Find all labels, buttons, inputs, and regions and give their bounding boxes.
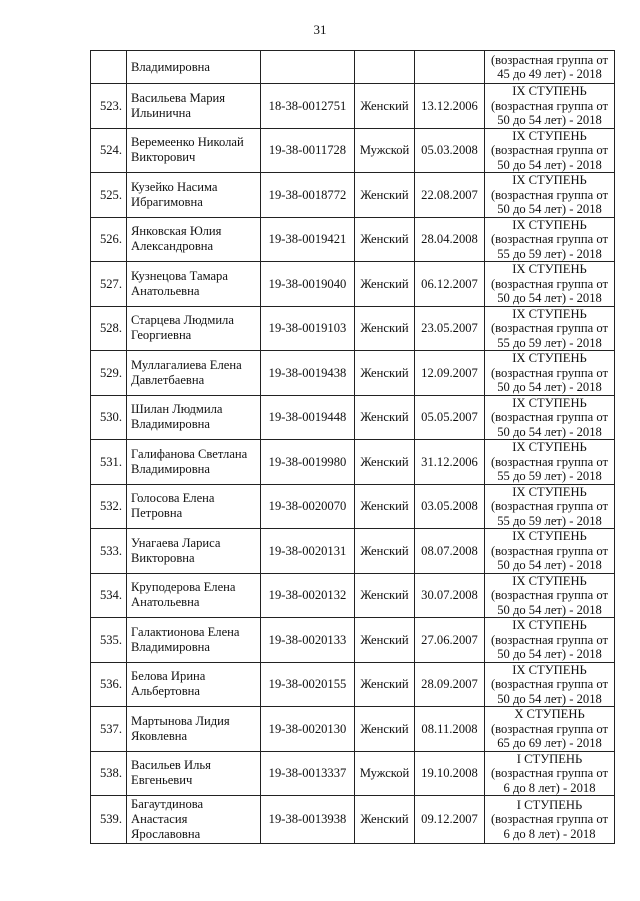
uin-cell: 19-38-0019103 [261, 306, 355, 351]
level-cell [485, 395, 615, 440]
sex-cell: Женский [355, 573, 415, 618]
cell-line: IX СТУПЕНЬ [512, 484, 587, 499]
cell-line: Владимировна [131, 417, 210, 432]
table-row [91, 395, 615, 440]
registry-table [90, 50, 615, 844]
row-number-cell: 538. [91, 751, 127, 796]
table-row [91, 440, 615, 485]
table-row [91, 173, 615, 218]
row-number-cell: 534. [91, 573, 127, 618]
level-cell [485, 51, 615, 84]
uin-cell: 19-38-0019980 [261, 440, 355, 485]
cell-line: 50 до 54 лет) - 2018 [497, 602, 602, 617]
cell-line: Васильева Мария [131, 90, 226, 105]
birth-date-cell: 05.03.2008 [415, 128, 485, 173]
cell-line: 50 до 54 лет) - 2018 [497, 647, 602, 661]
birth-date-cell: 09.12.2007 [415, 796, 485, 844]
full-name-cell [127, 217, 261, 262]
birth-date-cell: 23.05.2007 [415, 306, 485, 351]
cell-line: IX СТУПЕНЬ [512, 262, 587, 276]
sex-cell: Женский [355, 662, 415, 707]
cell-line: Мартынова Лидия [131, 713, 230, 728]
level-cell [485, 751, 615, 796]
cell-line: (возрастная группа от [490, 232, 609, 246]
full-name-cell [127, 662, 261, 707]
level-cell [485, 529, 615, 574]
row-number-cell: 537. [91, 707, 127, 752]
cell-line: 50 до 54 лет) - 2018 [497, 380, 602, 394]
birth-date-cell: 28.04.2008 [415, 217, 485, 262]
cell-line: Муллагалиева Елена [131, 357, 242, 372]
cell-line: 65 до 69 лет) - 2018 [497, 736, 602, 750]
sex-cell: Женский [355, 306, 415, 351]
cell-line: Анатольевна [131, 595, 200, 610]
cell-line: Кузейко Насима [131, 179, 218, 194]
full-name-cell [127, 51, 261, 84]
birth-date-cell: 28.09.2007 [415, 662, 485, 707]
full-name-cell [127, 306, 261, 351]
cell-line: Петровна [131, 506, 183, 521]
table-row [91, 128, 615, 173]
table-row [91, 84, 615, 129]
cell-line: 55 до 59 лет) - 2018 [497, 246, 602, 261]
sex-cell: Женский [355, 440, 415, 485]
level-cell [485, 351, 615, 396]
level-cell [485, 573, 615, 618]
page-number: 31 [313, 22, 327, 37]
cell-line: Анатольевна [131, 283, 200, 298]
cell-line: IX СТУПЕНЬ [512, 618, 587, 632]
cell-line: IX СТУПЕНЬ [512, 662, 587, 677]
table-row [91, 217, 615, 262]
cell-line: Белова Ирина [131, 669, 206, 684]
level-cell [485, 306, 615, 351]
cell-line: (возрастная группа от [490, 632, 609, 647]
cell-line: IX СТУПЕНЬ [512, 351, 587, 365]
cell-line: IX СТУПЕНЬ [512, 217, 587, 232]
birth-date-cell: 06.12.2007 [415, 262, 485, 307]
cell-line: IX СТУПЕНЬ [512, 395, 587, 410]
sex-cell: Женский [355, 84, 415, 129]
cell-line: 55 до 59 лет) - 2018 [497, 335, 602, 350]
sex-cell: Женский [355, 173, 415, 218]
cell-line: (возрастная группа от [490, 143, 609, 157]
cell-line: Владимировна [131, 59, 210, 74]
sex-cell: Мужской [355, 128, 415, 173]
row-number-cell: 539. [91, 796, 127, 844]
cell-line: Ильинична [131, 105, 192, 120]
uin-cell: 19-38-0013938 [261, 796, 355, 844]
table-row [91, 662, 615, 707]
cell-line: (возрастная группа от [490, 276, 609, 291]
cell-line: 6 до 8 лет) - 2018 [503, 826, 596, 841]
table-row [91, 351, 615, 396]
cell-line: 55 до 59 лет) - 2018 [497, 513, 602, 528]
row-number-cell: 523. [91, 84, 127, 129]
cell-line: (возрастная группа от [490, 454, 609, 469]
cell-line: Веремеенко Николай [131, 135, 244, 150]
full-name-cell [127, 351, 261, 396]
table-row [91, 796, 615, 844]
uin-cell: 18-38-0012751 [261, 84, 355, 129]
row-number-cell: 529. [91, 351, 127, 396]
row-number-cell: 528. [91, 306, 127, 351]
full-name-cell [127, 440, 261, 485]
cell-line: (возрастная группа от [490, 365, 609, 380]
table-row [91, 262, 615, 307]
cell-line: IX СТУПЕНЬ [512, 306, 587, 321]
cell-line: (возрастная группа от [490, 321, 609, 335]
table-row [91, 573, 615, 618]
cell-line: (возрастная группа от [490, 187, 609, 202]
cell-line: Старцева Людмила [131, 313, 234, 328]
cell-line: Кузнецова Тамара [131, 268, 228, 283]
full-name-cell [127, 618, 261, 663]
cell-line: (возрастная группа от [490, 410, 609, 424]
birth-date-cell: 05.05.2007 [415, 395, 485, 440]
cell-line: 55 до 59 лет) - 2018 [497, 469, 602, 483]
table-row [91, 484, 615, 529]
sex-cell: Женский [355, 262, 415, 307]
full-name-cell [127, 484, 261, 529]
uin-cell: 19-38-0011728 [261, 128, 355, 173]
full-name-cell [127, 84, 261, 129]
cell-line: Альбертовна [131, 684, 200, 699]
level-cell [485, 84, 615, 129]
full-name-cell [127, 529, 261, 574]
cell-line: 50 до 54 лет) - 2018 [497, 291, 602, 305]
birth-date-cell: 12.09.2007 [415, 351, 485, 396]
birth-date-cell: 31.12.2006 [415, 440, 485, 485]
cell-line: (возрастная группа от [490, 52, 609, 67]
cell-line: Шилан Людмила [131, 402, 223, 417]
cell-line: (возрастная группа от [490, 721, 609, 736]
table-row [91, 51, 615, 84]
cell-line: Давлетбаевна [131, 372, 205, 387]
table-row [91, 529, 615, 574]
full-name-cell [127, 573, 261, 618]
cell-line: 6 до 8 лет) - 2018 [503, 780, 596, 795]
row-number-cell: 531. [91, 440, 127, 485]
full-name-cell [127, 796, 261, 844]
cell-line: IX СТУПЕНЬ [512, 440, 587, 454]
uin-cell: 19-38-0020133 [261, 618, 355, 663]
cell-line: 50 до 54 лет) - 2018 [497, 157, 602, 172]
level-cell [485, 796, 615, 844]
row-number-cell: 530. [91, 395, 127, 440]
birth-date-cell: 22.08.2007 [415, 173, 485, 218]
sex-cell: Женский [355, 484, 415, 529]
cell-line: Галифанова Светлана [131, 446, 248, 461]
cell-line: (возрастная группа от [490, 677, 609, 691]
table-row [91, 618, 615, 663]
sex-cell: Женский [355, 529, 415, 574]
row-number-cell: 526. [91, 217, 127, 262]
cell-line: IX СТУПЕНЬ [512, 128, 587, 143]
uin-cell [261, 51, 355, 84]
level-cell [485, 173, 615, 218]
cell-line: 50 до 54 лет) - 2018 [497, 113, 602, 127]
row-number-cell [91, 51, 127, 84]
cell-line: Викторовна [131, 550, 195, 565]
level-cell [485, 128, 615, 173]
row-number-cell: 532. [91, 484, 127, 529]
cell-line: 50 до 54 лет) - 2018 [497, 202, 602, 216]
registry-body [91, 51, 615, 844]
uin-cell: 19-38-0019448 [261, 395, 355, 440]
uin-cell: 19-38-0020131 [261, 529, 355, 574]
cell-line: IX СТУПЕНЬ [512, 529, 587, 543]
birth-date-cell: 08.11.2008 [415, 707, 485, 752]
level-cell [485, 618, 615, 663]
sex-cell: Женский [355, 395, 415, 440]
full-name-cell [127, 751, 261, 796]
level-cell [485, 484, 615, 529]
cell-line: Багаутдинова [131, 797, 204, 811]
cell-line: Унагаева Лариса [131, 535, 221, 550]
row-number-cell: 525. [91, 173, 127, 218]
cell-line: Ибрагимовна [131, 194, 203, 209]
uin-cell: 19-38-0019438 [261, 351, 355, 396]
uin-cell: 19-38-0020155 [261, 662, 355, 707]
full-name-cell [127, 395, 261, 440]
cell-line: IX СТУПЕНЬ [512, 573, 587, 588]
cell-line: I СТУПЕНЬ [516, 797, 583, 812]
uin-cell: 19-38-0020130 [261, 707, 355, 752]
cell-line: Владимировна [131, 639, 210, 654]
sex-cell: Женский [355, 707, 415, 752]
birth-date-cell [415, 51, 485, 84]
cell-line: 50 до 54 лет) - 2018 [497, 558, 602, 572]
table-row [91, 751, 615, 796]
full-name-cell [127, 262, 261, 307]
sex-cell [355, 51, 415, 84]
row-number-cell: 536. [91, 662, 127, 707]
uin-cell: 19-38-0018772 [261, 173, 355, 218]
full-name-cell [127, 707, 261, 752]
level-cell [485, 217, 615, 262]
cell-line: (возрастная группа от [490, 499, 609, 513]
sex-cell: Женский [355, 618, 415, 663]
cell-line: (возрастная группа от [490, 812, 609, 827]
birth-date-cell: 27.06.2007 [415, 618, 485, 663]
cell-line: (возрастная группа от [490, 543, 609, 558]
cell-line: Васильев Илья [131, 758, 211, 773]
cell-line: Галактионова Елена [131, 624, 240, 639]
cell-line: Анастасия [131, 812, 188, 826]
birth-date-cell: 30.07.2008 [415, 573, 485, 618]
table-row [91, 306, 615, 351]
cell-line: X СТУПЕНЬ [514, 707, 585, 721]
sex-cell: Женский [355, 217, 415, 262]
uin-cell: 19-38-0019421 [261, 217, 355, 262]
uin-cell: 19-38-0020070 [261, 484, 355, 529]
row-number-cell: 527. [91, 262, 127, 307]
cell-line: Круподерова Елена [131, 580, 236, 595]
uin-cell: 19-38-0019040 [261, 262, 355, 307]
row-number-cell: 533. [91, 529, 127, 574]
cell-line: Ярославовна [131, 827, 201, 841]
cell-line: Владимировна [131, 461, 210, 476]
level-cell [485, 262, 615, 307]
cell-line: Янковская Юлия [131, 224, 222, 239]
row-number-cell: 535. [91, 618, 127, 663]
cell-line: Георгиевна [131, 328, 192, 343]
cell-line: 50 до 54 лет) - 2018 [497, 424, 602, 439]
cell-line: (возрастная группа от [490, 98, 609, 113]
table-row [91, 707, 615, 752]
cell-line: Евгеньевич [131, 773, 193, 788]
birth-date-cell: 08.07.2008 [415, 529, 485, 574]
cell-line: (возрастная группа от [490, 766, 609, 780]
cell-line: IX СТУПЕНЬ [512, 84, 587, 98]
sex-cell: Женский [355, 796, 415, 844]
cell-line: Викторович [131, 150, 196, 165]
row-number-cell: 524. [91, 128, 127, 173]
birth-date-cell: 19.10.2008 [415, 751, 485, 796]
sex-cell: Женский [355, 351, 415, 396]
cell-line: (возрастная группа от [490, 588, 609, 602]
full-name-cell [127, 128, 261, 173]
cell-line: Александровна [131, 239, 214, 254]
cell-line: IX СТУПЕНЬ [512, 173, 587, 187]
level-cell [485, 707, 615, 752]
cell-line: 45 до 49 лет) - 2018 [497, 67, 602, 81]
full-name-cell [127, 173, 261, 218]
uin-cell: 19-38-0013337 [261, 751, 355, 796]
level-cell [485, 662, 615, 707]
sex-cell: Мужской [355, 751, 415, 796]
birth-date-cell: 03.05.2008 [415, 484, 485, 529]
birth-date-cell: 13.12.2006 [415, 84, 485, 129]
cell-line: I СТУПЕНЬ [516, 751, 583, 766]
cell-line: 50 до 54 лет) - 2018 [497, 691, 602, 706]
uin-cell: 19-38-0020132 [261, 573, 355, 618]
cell-line: Голосова Елена [131, 491, 215, 506]
cell-line: Яковлевна [131, 728, 188, 743]
level-cell [485, 440, 615, 485]
